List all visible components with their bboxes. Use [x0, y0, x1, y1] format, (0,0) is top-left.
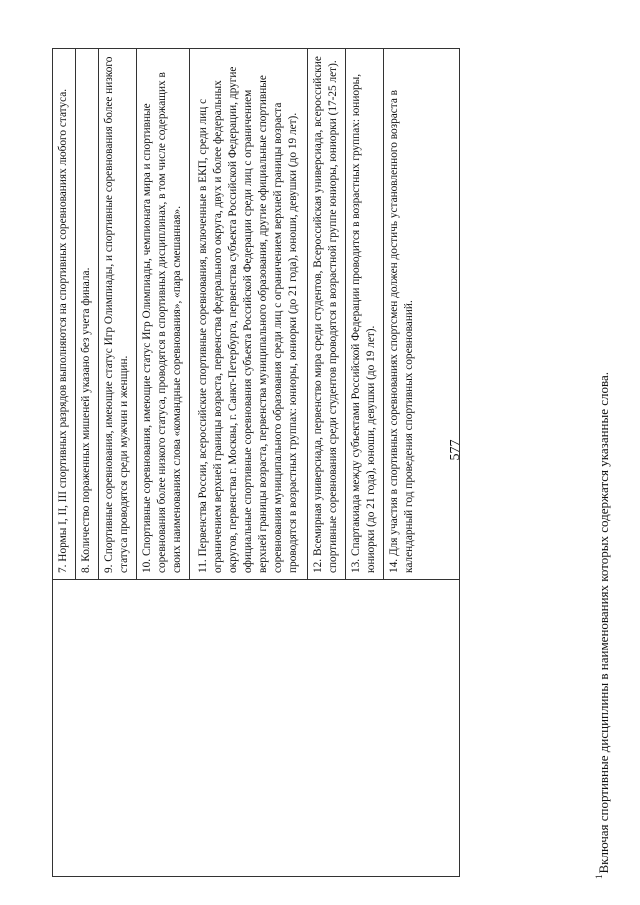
footnote-marker: 1	[594, 874, 604, 879]
note-10: 10. Спортивные соревнования, имеющие статус Игр Олимпиады, чемпионата мира и спортивные соревнования более низкого статуса, проводятся в спортивных дисциплинах, в том числе содержащих в своих наименованиях слова «командные соревнования», «пара смешанная».	[137, 49, 190, 579]
footnote	[594, 372, 612, 879]
note-11: 11. Первенства России, всероссийские спортивные соревнования, включенные в ЕКП, среди лиц с ограничением верхней границы возраста, первенства федерального округа, двух и более федеральных округов, первенства г. Москвы, г. Санкт-Петербурга, первенства субъекта Российской Федерации, другие официальные спортивные соревнования субъекта Российской Федерации среди лиц с ограничением верхней границы возраста, первенства муниципального образования, другие официальные спортивные соревнования муниципального образования среди лиц с ограничением верхней границы возраста проводятся в возрастных группах: юниоры, юниорки (до 21 года), юноши, девушки (до 19 лет).	[190, 49, 308, 579]
table-empty-columns	[53, 579, 459, 877]
note-9: 9. Спортивные соревнования, имеющие статус Игр Олимпиады, и спортивные соревнования более низкого статуса проводятся среди мужчин и женщин.	[99, 49, 137, 579]
note-7: 7. Нормы I, II, III спортивных разрядов выполняются на спортивных соревнованиях любого статуса.	[53, 49, 76, 579]
page-number: 577	[448, 439, 463, 461]
note-12: 12. Всемирная универсиада, первенство мира среди студентов, Всероссийская универсиада, всероссийские спортивные соревнования среди студентов проводятся в возрастной группе юниоры, юниорки (17-25 лет).	[308, 49, 346, 579]
note-8: 8. Количество пораженных мишеней указано без учета финала.	[76, 49, 99, 579]
note-14: 14. Для участия в спортивных соревнованиях спортсмен должен достичь установленного возраста в календарный год проведения спортивных соревнований.	[388, 90, 415, 573]
notes-table	[52, 48, 460, 580]
note-13: 13. Спартакиада между субъектами Российской Федерации проводится в возрастных группах: юниоры, юниорки (до 21 года), юноши, девушки (до 19 лет).	[346, 49, 384, 579]
footnote-text: Включая спортивные дисциплины в наименованиях которых содержатся указанные слова.	[596, 372, 611, 874]
